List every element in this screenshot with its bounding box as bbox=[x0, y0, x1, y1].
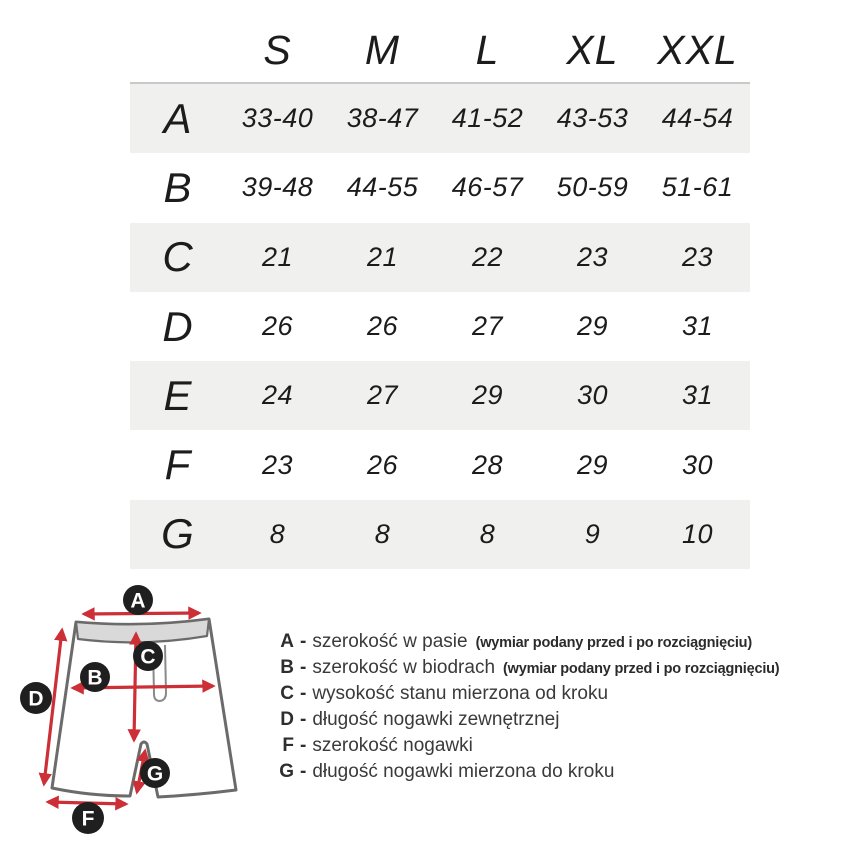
measurement-value: 23 bbox=[576, 241, 609, 272]
legend-item-g bbox=[272, 761, 842, 787]
measurement-value: 43-53 bbox=[556, 103, 629, 134]
legend-item-b bbox=[272, 657, 842, 683]
badge-b-letter: B bbox=[87, 666, 103, 690]
size-table-row-g bbox=[130, 500, 750, 569]
measurement-value: 41-52 bbox=[451, 103, 524, 134]
legend-text: szerokość w biodrach bbox=[312, 657, 496, 678]
size-table-row-a bbox=[130, 84, 750, 153]
measure-badge-g bbox=[140, 758, 170, 788]
measurement-value: 21 bbox=[261, 241, 294, 272]
measurement-value: 44-54 bbox=[661, 103, 734, 134]
size-table-body bbox=[130, 84, 750, 569]
measurement-value: 21 bbox=[366, 241, 399, 272]
legend-item-a bbox=[272, 631, 842, 657]
row-label: B bbox=[163, 163, 192, 211]
row-label: E bbox=[163, 371, 192, 419]
measurement-value: 30 bbox=[576, 380, 609, 411]
shorts-diagram bbox=[18, 578, 278, 856]
size-column-header-m: M bbox=[364, 26, 401, 73]
size-table bbox=[130, 18, 750, 569]
size-column-header-s: S bbox=[263, 26, 292, 73]
legend-separator: - bbox=[300, 631, 307, 652]
legend-text: wysokość stanu mierzona od kroku bbox=[312, 683, 609, 704]
measurement-value: 26 bbox=[366, 311, 399, 342]
legend-text: szerokość nogawki bbox=[312, 735, 473, 756]
legend-item-c bbox=[272, 683, 842, 709]
size-table-row-b bbox=[130, 153, 750, 222]
shorts-waistband bbox=[76, 619, 209, 642]
size-column-header-xxl: XXL bbox=[657, 26, 738, 73]
measurement-value: 29 bbox=[576, 449, 609, 480]
measurement-value: 30 bbox=[681, 449, 714, 480]
legend-letter: F bbox=[282, 735, 294, 756]
legend-letter: G bbox=[279, 761, 294, 782]
measure-badge-c bbox=[133, 641, 163, 671]
measurement-legend bbox=[272, 631, 842, 787]
measurement-value: 26 bbox=[261, 311, 294, 342]
size-table-row-d bbox=[130, 292, 750, 361]
row-label: D bbox=[162, 302, 193, 350]
measurement-value: 23 bbox=[681, 241, 714, 272]
size-column-header-xl: XL bbox=[566, 26, 619, 73]
size-column-header-l: L bbox=[475, 26, 500, 73]
legend-letter: C bbox=[280, 683, 294, 704]
legend-separator: - bbox=[300, 709, 307, 730]
measurement-value: 33-40 bbox=[241, 103, 314, 134]
measure-badge-a bbox=[123, 585, 153, 615]
measurement-value: 31 bbox=[681, 380, 714, 411]
measurement-value: 44-55 bbox=[346, 172, 419, 203]
badge-f-letter: F bbox=[81, 807, 95, 831]
measurement-value: 10 bbox=[681, 518, 714, 549]
row-label: F bbox=[164, 441, 191, 489]
legend-separator: - bbox=[300, 657, 307, 678]
measurement-value: 8 bbox=[479, 518, 496, 549]
measurement-value: 29 bbox=[471, 380, 504, 411]
row-label: G bbox=[161, 510, 194, 558]
badge-d-letter: D bbox=[28, 687, 44, 711]
size-table-header bbox=[130, 18, 750, 82]
badge-c-letter: C bbox=[140, 645, 156, 669]
measure-badge-d bbox=[20, 682, 52, 714]
measurement-value: 46-57 bbox=[451, 172, 524, 203]
measurement-value: 26 bbox=[366, 449, 399, 480]
legend-separator: - bbox=[300, 683, 307, 704]
size-table-row-e bbox=[130, 361, 750, 430]
legend-item-d bbox=[272, 709, 842, 735]
measurement-value: 24 bbox=[261, 380, 294, 411]
measurement-value: 22 bbox=[471, 241, 504, 272]
measurement-value: 28 bbox=[471, 449, 504, 480]
measurement-value: 27 bbox=[366, 380, 399, 411]
measurement-value: 9 bbox=[584, 518, 601, 549]
measurement-value: 31 bbox=[681, 311, 714, 342]
measurement-value: 8 bbox=[269, 518, 286, 549]
size-table-row-c bbox=[130, 223, 750, 292]
measurement-value: 27 bbox=[471, 311, 504, 342]
legend-separator: - bbox=[300, 761, 307, 782]
legend-note: (wymiar podany przed i po rozciągnięciu) bbox=[475, 635, 752, 651]
measurement-value: 8 bbox=[374, 518, 391, 549]
legend-letter: D bbox=[280, 709, 294, 730]
measurement-value: 39-48 bbox=[241, 172, 314, 203]
legend-note: (wymiar podany przed i po rozciągnięciu) bbox=[503, 661, 780, 677]
size-table-row-f bbox=[130, 430, 750, 499]
measurement-value: 38-47 bbox=[346, 103, 419, 134]
legend-text: długość nogawki mierzona do kroku bbox=[312, 761, 615, 782]
legend-separator: - bbox=[300, 735, 307, 756]
measurement-value: 51-61 bbox=[661, 172, 734, 203]
legend-letter: B bbox=[280, 657, 294, 678]
measure-badge-f bbox=[72, 802, 104, 834]
measurement-value: 23 bbox=[261, 449, 294, 480]
legend-item-f bbox=[272, 735, 842, 761]
badge-g-letter: G bbox=[146, 762, 164, 786]
legend-text: długość nogawki zewnętrznej bbox=[312, 709, 560, 730]
row-label: A bbox=[163, 94, 192, 142]
measurement-value: 29 bbox=[576, 311, 609, 342]
legend-letter: A bbox=[280, 631, 294, 652]
row-label: C bbox=[162, 233, 193, 281]
legend-text: szerokość w pasie bbox=[312, 631, 468, 652]
measurement-value: 50-59 bbox=[556, 172, 629, 203]
badge-a-letter: A bbox=[130, 589, 146, 613]
measure-badge-b bbox=[80, 662, 110, 692]
